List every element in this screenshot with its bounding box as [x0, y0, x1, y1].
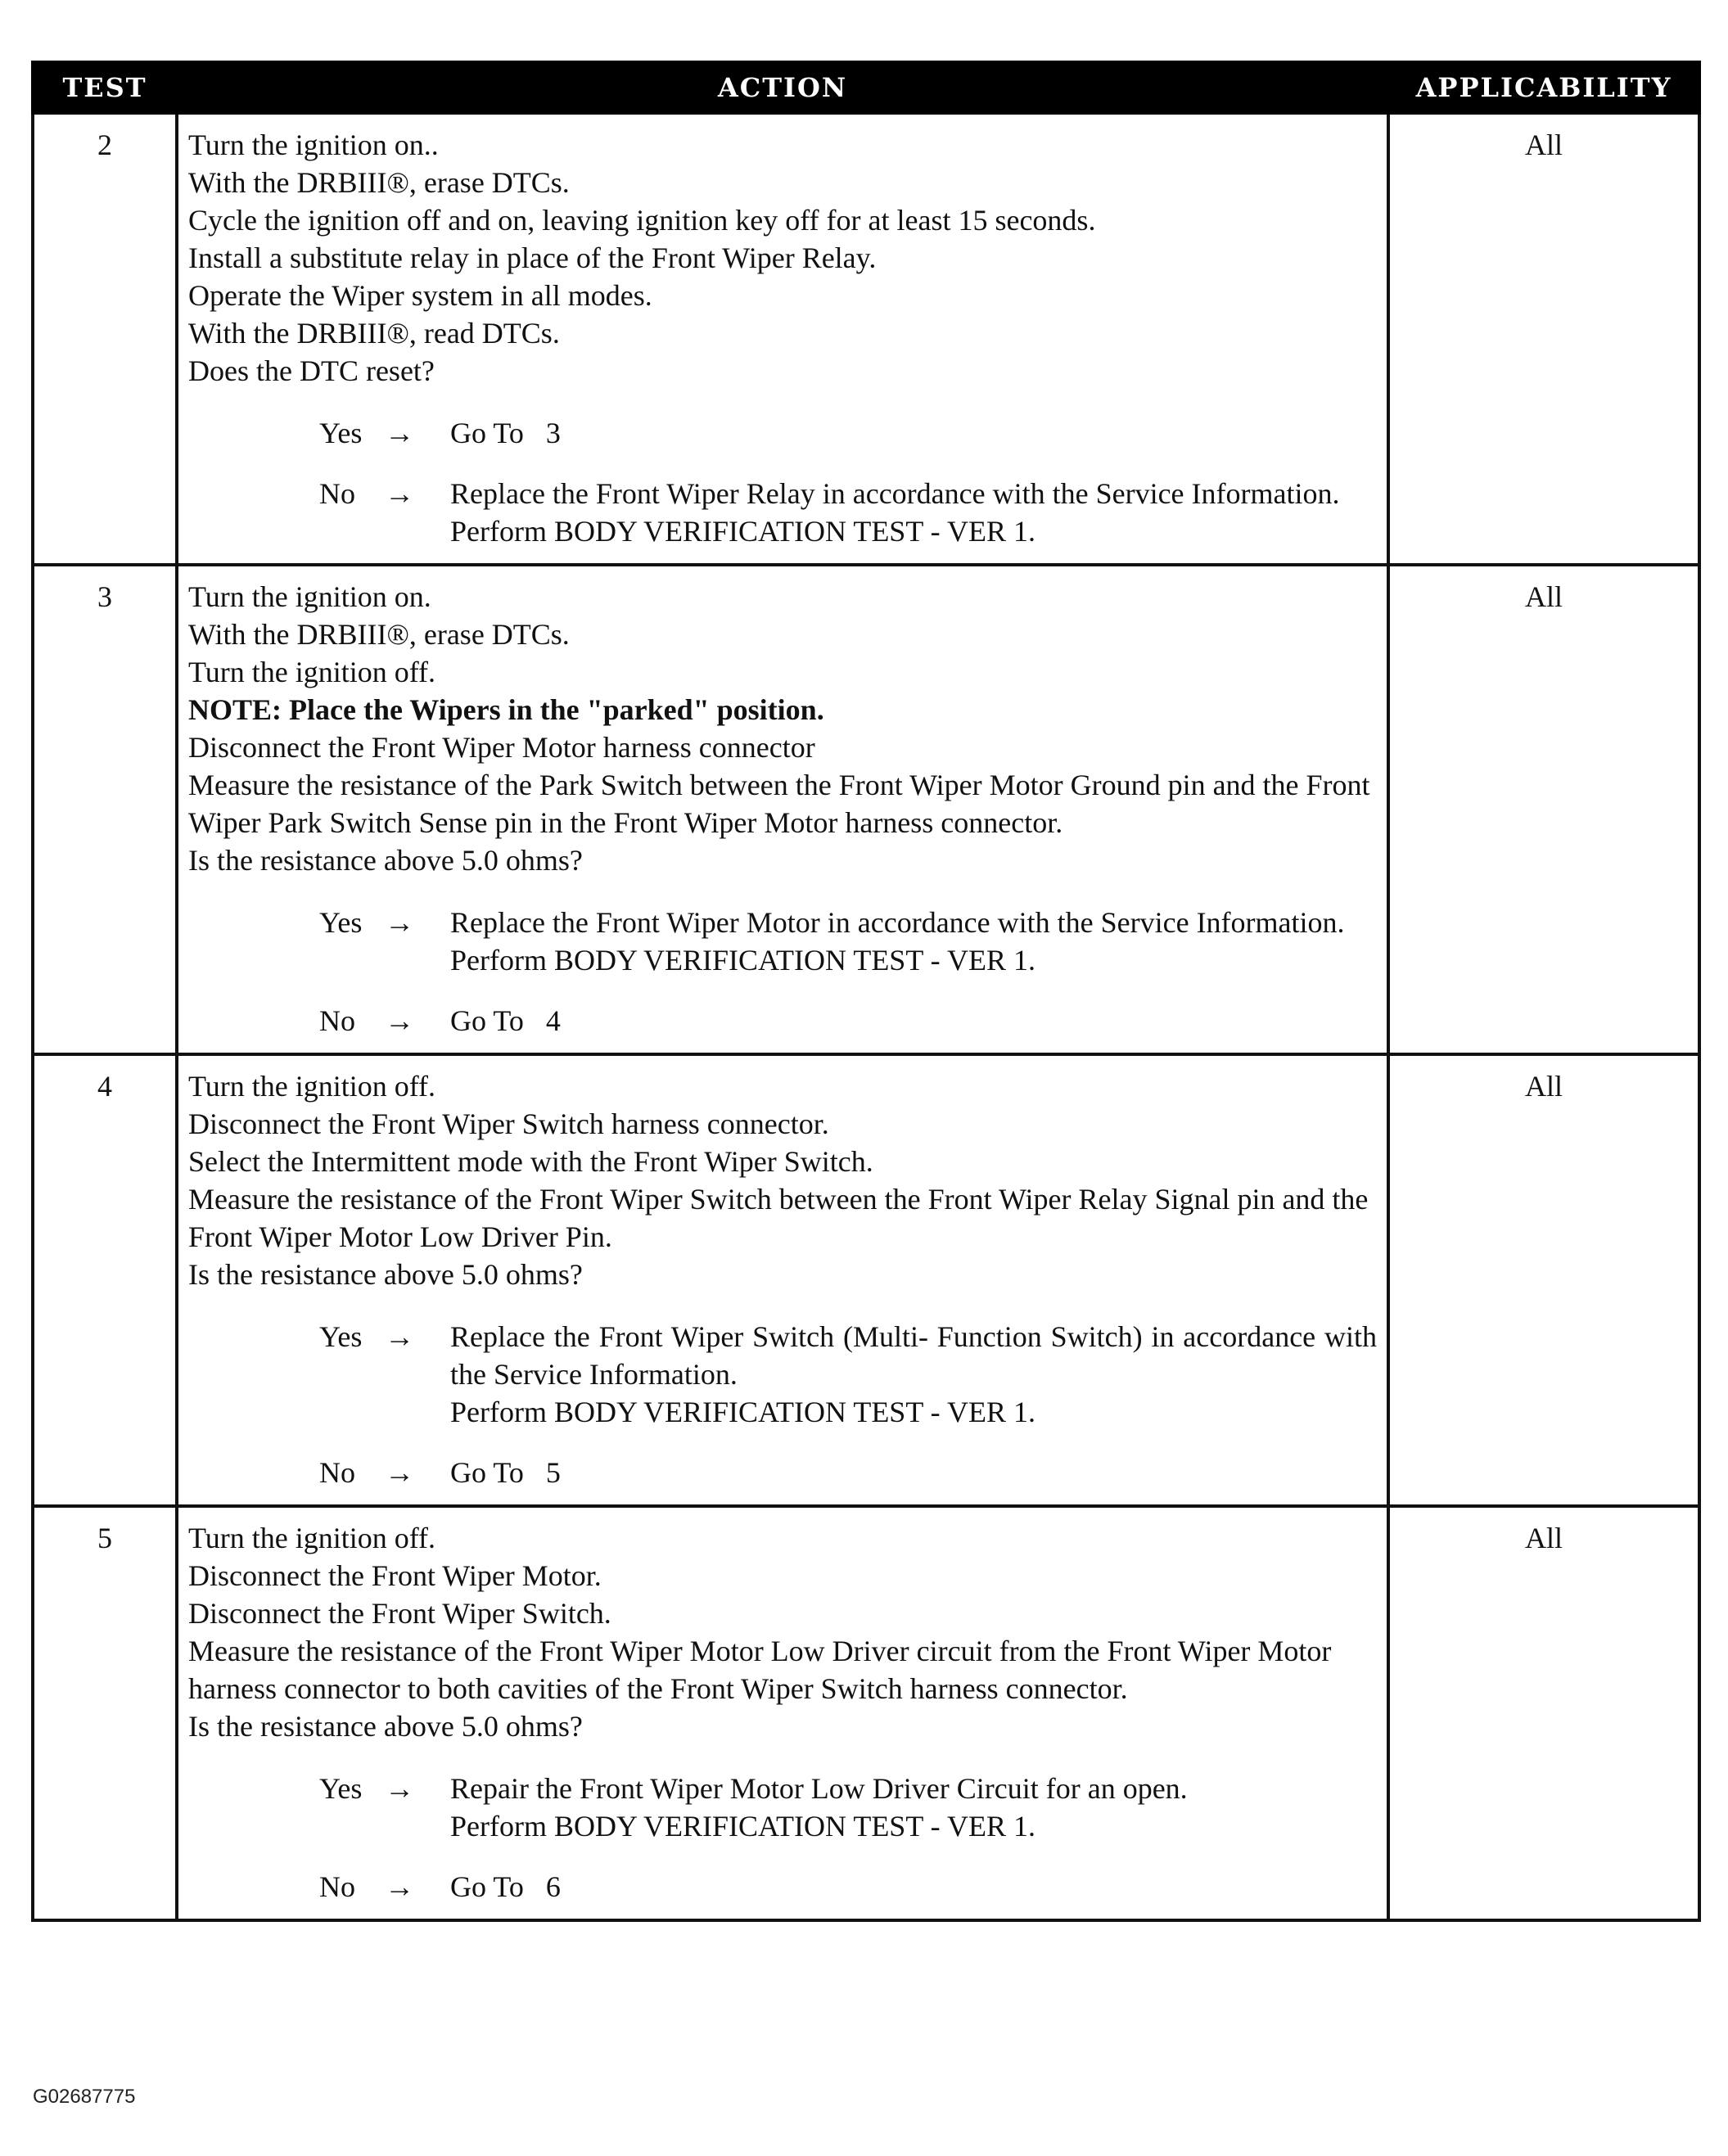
arrow-right-icon: → — [385, 906, 414, 939]
outcome-no — [319, 1454, 1377, 1491]
outcome-label: No — [319, 1456, 355, 1489]
action-step: Select the Intermittent mode with the Front Wiper Switch. — [188, 1145, 873, 1178]
action-step: Turn the ignition off. — [188, 1522, 436, 1554]
outcomes — [188, 1318, 1384, 1491]
result-line: Perform BODY VERIFICATION TEST - VER 1. — [450, 1396, 1036, 1428]
outcome-yes — [319, 1318, 1384, 1431]
test-number: 4 — [33, 1054, 177, 1506]
outcome-yes — [319, 1770, 1377, 1845]
result-line: Replace the Front Wiper Switch (Multi- Function Switch) in accordance with the Service Information. — [450, 1320, 1384, 1391]
action-step: Turn the ignition on. — [188, 580, 431, 613]
table-row — [33, 1054, 1699, 1506]
outcome-no — [319, 1002, 1377, 1040]
applicability-cell: All — [1388, 1506, 1699, 1920]
action-step: Measure the resistance of the Front Wiper Motor Low Driver circuit from the Front Wiper Motor harness connector to both cavities of the Front Wiper Switch harness connector. — [188, 1635, 1332, 1705]
outcome-label: Yes — [319, 906, 363, 939]
outcome-no — [319, 475, 1377, 550]
result-line: Replace the Front Wiper Motor in accordance with the Service Information. — [450, 906, 1345, 939]
action-cell — [177, 565, 1388, 1054]
result-line: Repair the Front Wiper Motor Low Driver Circuit for an open. — [450, 1772, 1188, 1805]
outcome-label: No — [319, 1004, 355, 1037]
action-step: Does the DTC reset? — [188, 354, 435, 387]
result-line: Go To 6 — [450, 1870, 561, 1903]
result-line: Go To 5 — [450, 1456, 561, 1489]
action-step: With the DRBIII®, read DTCs. — [188, 317, 560, 350]
applicability-cell: All — [1388, 1054, 1699, 1506]
outcome-no — [319, 1868, 1377, 1906]
table-body — [33, 113, 1699, 1920]
action-cell — [177, 113, 1388, 565]
outcome-result — [450, 1002, 1377, 1040]
action-step: Turn the ignition on.. — [188, 129, 439, 161]
action-step: Turn the ignition off. — [188, 656, 436, 688]
result-line: Perform BODY VERIFICATION TEST - VER 1. — [450, 515, 1036, 548]
table-row — [33, 565, 1699, 1054]
table-header — [33, 62, 1699, 113]
test-number: 3 — [33, 565, 177, 1054]
result-line: Go To 4 — [450, 1004, 561, 1037]
document-id: G02687775 — [33, 2086, 136, 2108]
action-step: Install a substitute relay in place of the Front Wiper Relay. — [188, 241, 877, 274]
arrow-right-icon: → — [385, 1456, 414, 1489]
action-step: Is the resistance above 5.0 ohms? — [188, 1258, 583, 1291]
diagnostic-test-table — [31, 61, 1701, 1922]
outcomes — [188, 1770, 1377, 1906]
outcome-label: No — [319, 477, 355, 510]
header-applicability: APPLICABILITY — [1388, 62, 1699, 113]
action-cell — [177, 1054, 1388, 1506]
outcome-result — [450, 1318, 1384, 1431]
outcomes — [188, 414, 1377, 550]
outcome-result — [450, 1770, 1377, 1845]
outcome-label: No — [319, 1870, 355, 1903]
action-step: Measure the resistance of the Park Switch between the Front Wiper Motor Ground pin and the Front Wiper Park Switch Sense pin in the Front Wiper Motor harness connector. — [188, 769, 1370, 839]
action-step: Is the resistance above 5.0 ohms? — [188, 844, 583, 877]
outcome-result — [450, 1454, 1377, 1491]
note-step: NOTE: Place the Wipers in the "parked" position. — [188, 693, 824, 726]
result-line: Replace the Front Wiper Relay in accordance with the Service Information. — [450, 477, 1340, 510]
arrow-right-icon: → — [385, 417, 414, 449]
action-step: Disconnect the Front Wiper Switch harness connector. — [188, 1107, 829, 1140]
arrow-right-icon: → — [385, 1870, 414, 1903]
action-cell — [177, 1506, 1388, 1920]
action-step: With the DRBIII®, erase DTCs. — [188, 166, 570, 199]
outcome-result — [450, 475, 1377, 550]
outcome-result — [450, 904, 1377, 979]
action-step: Operate the Wiper system in all modes. — [188, 279, 652, 312]
action-step: Disconnect the Front Wiper Switch. — [188, 1597, 611, 1630]
table-row — [33, 1506, 1699, 1920]
header-test: TEST — [33, 62, 177, 113]
outcome-label: Yes — [319, 1772, 363, 1805]
arrow-right-icon: → — [385, 477, 414, 510]
outcome-result — [450, 1868, 1377, 1906]
outcome-result — [450, 414, 1377, 452]
table-row — [33, 113, 1699, 565]
action-step: Turn the ignition off. — [188, 1070, 436, 1103]
action-step: With the DRBIII®, erase DTCs. — [188, 618, 570, 651]
outcome-label: Yes — [319, 1320, 363, 1353]
arrow-right-icon: → — [385, 1320, 414, 1353]
applicability-cell: All — [1388, 565, 1699, 1054]
test-number: 5 — [33, 1506, 177, 1920]
arrow-right-icon: → — [385, 1772, 414, 1805]
result-line: Go To 3 — [450, 417, 561, 449]
action-step: Disconnect the Front Wiper Motor harness connector — [188, 731, 815, 764]
action-step: Cycle the ignition off and on, leaving ignition key off for at least 15 seconds. — [188, 204, 1096, 237]
arrow-right-icon: → — [385, 1004, 414, 1037]
applicability-cell: All — [1388, 113, 1699, 565]
outcome-yes — [319, 414, 1377, 452]
action-step: Is the resistance above 5.0 ohms? — [188, 1710, 583, 1743]
action-step: Measure the resistance of the Front Wiper Switch between the Front Wiper Relay Signal pin and the Front Wiper Motor Low Driver Pin. — [188, 1183, 1369, 1253]
test-number: 2 — [33, 113, 177, 565]
result-line: Perform BODY VERIFICATION TEST - VER 1. — [450, 944, 1036, 977]
action-step: Disconnect the Front Wiper Motor. — [188, 1559, 602, 1592]
result-line: Perform BODY VERIFICATION TEST - VER 1. — [450, 1810, 1036, 1843]
outcome-yes — [319, 904, 1377, 979]
outcome-label: Yes — [319, 417, 363, 449]
header-action: ACTION — [177, 62, 1388, 113]
outcomes — [188, 904, 1377, 1040]
